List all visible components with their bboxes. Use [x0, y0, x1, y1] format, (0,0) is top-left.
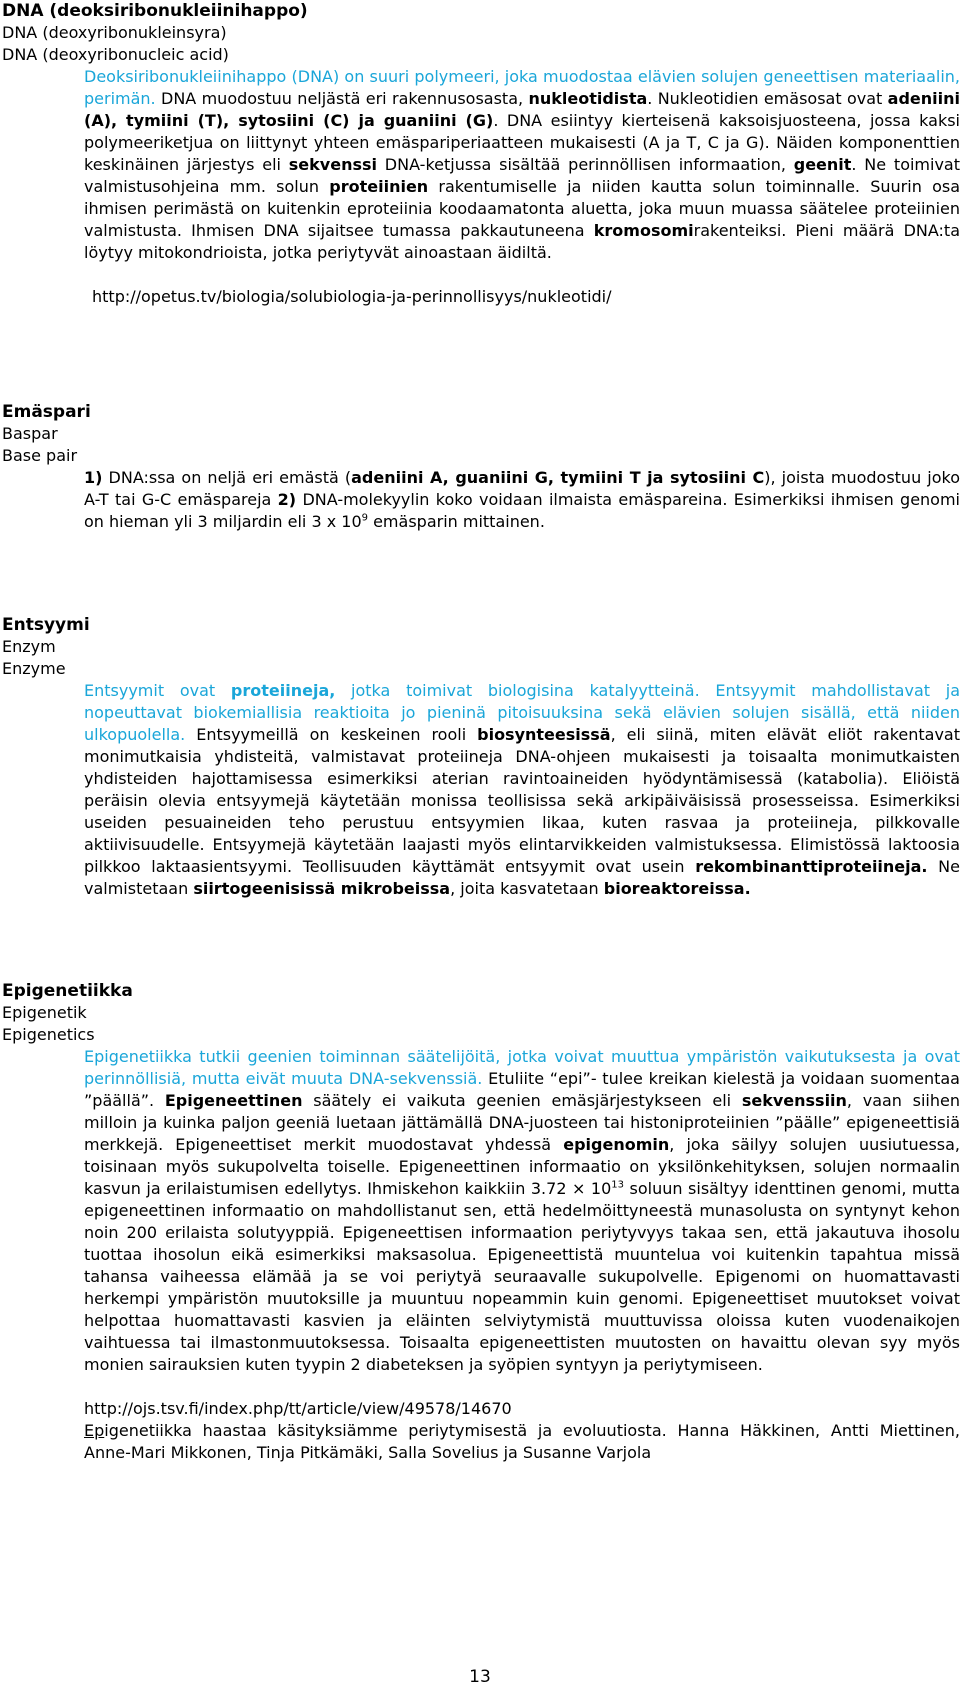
definition-text: DNA muodostuu neljästä eri rakennusosasta,	[155, 89, 529, 108]
definition-highlight: Deoksiribonukleiinihappo (DNA) on suuri polymeeri, joka muodostaa elävien solujen geneettisen materiaalin, perimän.	[84, 67, 960, 108]
definition-text: DNA-molekyylin koko voidaan ilmaista emäspareina. Esimerkiksi ihmisen genomi on hieman yli 3 miljardin eli 3 x 10	[84, 490, 960, 531]
definition-bold: nukleotidista	[528, 89, 648, 108]
source-link[interactable]: http://opetus.tv/biologia/solubiologia-ja-perinnollisyys/nukleotidi/	[92, 287, 612, 306]
definition-text: DNA:ssa on neljä eri emästä (	[102, 468, 352, 487]
reference	[84, 1420, 960, 1464]
list-number: 1)	[84, 468, 103, 487]
definition-bold: kromosomi	[593, 221, 694, 240]
definition-text: soluun sisältyy identtinen genomi, mutta epigeneettinen informaatio on mahdollistanut sen, että hedelmöittyneestä munasolusta on syntynyt kehon noin 200 erilaista solutyyppiä. Epigeneettisen informaation periytyvyys takaa sen, että jakautuva ihosolu tuottaa ihosolun eikä esimerkiksi maksasolua. Epigeneettistä muuntelua voi kuitenkin tapahtua missä tahansa vaiheessa elämää ja se voi periytyä seuraavalle sukupolvelle. Epigenomi on huomattavasti herkempi ympäristön muutoksille ja muuntuu nopeammin kuin genomi. Epigeneettiset muutokset voivat helpottaa huomattavasti kasvien ja eläinten selviytymistä muuttuvissa oloissa kuten vuodenaikojen vaihtuessa tai ilmastonmuutoksessa. Toisaalta epigeneettisten muutosten on havaittu olevan syy myös monien sairauksien kuten tyypin 2 diabeteksen ja syöpien syntyyn ja periytymiseen.	[84, 1179, 960, 1374]
page-number: 13	[469, 1667, 491, 1687]
entry-entsyymi	[2, 614, 960, 900]
definition-text: Entsyymeillä on keskeinen rooli	[185, 725, 478, 744]
definition-text: . Nukleotidien emäsosat ovat	[647, 89, 888, 108]
list-number: 2)	[277, 490, 297, 509]
definition-text: , eli siinä, miten elävät eliöt rakentavat monimutkaisia yhdisteitä, valmistavat proteiineja DNA-ohjeen mukaisesti ja toisaalta monimutkaisten yhdisteiden hajottamisessa esimerkiksi aterian ravintoaineiden hyödyntämisessä (katabolia). Eliöistä peräisin olevia entsyymejä käytetään monissa teollisissa sekä arkipäiväisissä prosesseissa. Esimerkiksi useiden pesuaineiden teho perustuu entsyymien likaa, kuten rasvaa ja proteiineja, pilkkovalle aktiivisuudelle. Entsyymejä käytetään laajasti myös elintarvikkeiden valmistuksessa. Elimistössä laktoosia pilkkoo laktaasientsyymi. Teollisuuden käyttämät entsyymit ovat usein	[84, 725, 960, 876]
entry-epigenetiikka	[2, 980, 960, 1464]
definition-bold: geenit	[793, 155, 852, 174]
english-term: Base pair	[2, 446, 78, 465]
definition-bold: proteiinien	[329, 177, 429, 196]
definition-highlight: Epigenetiikka tutkii geenien toiminnan säätelijöitä, jotka voivat muuttua ympäristön vaikutuksesta ja ovat perinnöllisiä, mutta eivät muuta DNA-sekvenssiä.	[84, 1047, 960, 1088]
entry-dna	[2, 0, 960, 308]
entry-definition	[84, 1046, 960, 1376]
entry-title: Epigenetiikka	[2, 981, 133, 1001]
definition-bold: epigenomin	[563, 1135, 670, 1154]
definition-bold: Epigeneettinen	[164, 1091, 303, 1110]
definition-text: ), joista muodostuu joko A-T tai G-C emäspareja	[84, 468, 960, 509]
definition-text: Etuliite “epi”- tulee kreikan kielestä ja voidaan suomentaa ”päällä”.	[84, 1069, 960, 1110]
definition-highlight-bold: proteiineja,	[230, 681, 336, 700]
definition-bold: rekombinanttiproteiineja.	[695, 857, 928, 876]
entry-title: Entsyymi	[2, 615, 90, 635]
definition-text: , joka säilyy solujen uusiutuessa, toisinaan myös sukupolvelta toiselle. Epigeneettinen informaatio on yksilönkehityksen, solujen normaalin kasvun ja erilaistumisen edellytys. Ihmiskehon kaikkiin 3.72 × 10	[84, 1135, 960, 1198]
definition-bold: sekvenssiin	[741, 1091, 847, 1110]
reference-text: igenetiikka haastaa käsityksiämme periytymisestä ja evoluutiosta. Hanna Häkkinen, Antti Miettinen, Anne-Mari Mikkonen, Tinja Pitkämäki, Salla Sovelius ja Susanne Varjola	[84, 1421, 960, 1462]
definition-bold: sekvenssi	[288, 155, 377, 174]
definition-text: emäsparin mittainen.	[368, 512, 545, 531]
definition-text: DNA-ketjussa sisältää perinnöllisen informaation,	[376, 155, 794, 174]
definition-bold: adeniini A, guaniini G, tymiini T ja sytosiini C	[351, 468, 765, 487]
swedish-term: Enzym	[2, 637, 56, 656]
exponent: 13	[611, 1179, 625, 1191]
entry-definition	[84, 467, 960, 533]
exponent: 9	[361, 512, 368, 524]
definition-text: Ne valmistetaan	[84, 857, 960, 898]
english-term: Epigenetics	[2, 1025, 95, 1044]
reference-underlined: Ep	[84, 1421, 105, 1440]
swedish-term: Baspar	[2, 424, 58, 443]
definition-text: rakenteiksi. Pieni määrä DNA:ta löytyy mitokondrioista, jotka periytyvät ainoastaan äidiltä.	[84, 221, 960, 262]
source-link[interactable]: http://ojs.tsv.fi/index.php/tt/article/view/49578/14670	[84, 1399, 512, 1418]
definition-bold: bioreaktoreissa.	[603, 879, 751, 898]
definition-text: rakentumiselle ja niiden kautta solun toiminnalle. Suurin osa ihmisen perimästä on kuitenkin eproteiinia koodaamatonta aluetta, joka muun muassa säätelee proteiinien valmistusta. Ihmisen DNA sijaitsee tumassa pakkautuneena	[84, 177, 960, 240]
definition-text: , joita kasvatetaan	[450, 879, 604, 898]
swedish-term: Epigenetik	[2, 1003, 87, 1022]
definition-text: , vaan siihen milloin ja kuinka paljon geeniä luetaan jättämällä DNA-juosteen tai histoniproteiinien ”päälle” epigeneettisiä merkkejä. Epigeneettiset merkit muodostavat yhdessä	[84, 1091, 960, 1154]
definition-highlight: jotka toimivat biologisina katalyytteinä. Entsyymit mahdollistavat ja nopeuttavat biokemiallisia reaktioita jo pieninä pitoisuuksina sekä elävien solujen sisällä, että niiden ulkopuolella.	[84, 681, 960, 744]
english-term: DNA (deoxyribonucleic acid)	[2, 45, 229, 64]
entry-definition	[84, 66, 960, 264]
definition-text: . Ne toimivat valmistusohjeina mm. solun	[84, 155, 960, 196]
entry-title: DNA (deoksiribonukleiinihappo)	[2, 1, 308, 21]
english-term: Enzyme	[2, 659, 66, 678]
definition-bold: siirtogeenisissä mikrobeissa	[193, 879, 451, 898]
entry-emaspari	[2, 401, 960, 533]
entry-definition	[84, 680, 960, 900]
definition-text: säätely ei vaikuta geenien emäsjärjestykseen eli	[302, 1091, 742, 1110]
entry-title: Emäspari	[2, 402, 91, 422]
definition-bold: biosynteesissä	[477, 725, 611, 744]
definition-highlight: Entsyymit ovat	[84, 681, 231, 700]
definition-bold: adeniini (A), tymiini (T), sytosiini (C) ja guaniini (G)	[84, 89, 960, 130]
definition-text: . DNA esiintyy kierteisenä kaksoisjuosteena, jossa kaksi polymeeriketjua on liittynyt yhteen emäspariperiaatteen mukaisesti (A ja T, C ja G). Näiden komponenttien keskinäinen järjestys eli	[84, 111, 960, 174]
swedish-term: DNA (deoxyribonukleinsyra)	[2, 23, 227, 42]
